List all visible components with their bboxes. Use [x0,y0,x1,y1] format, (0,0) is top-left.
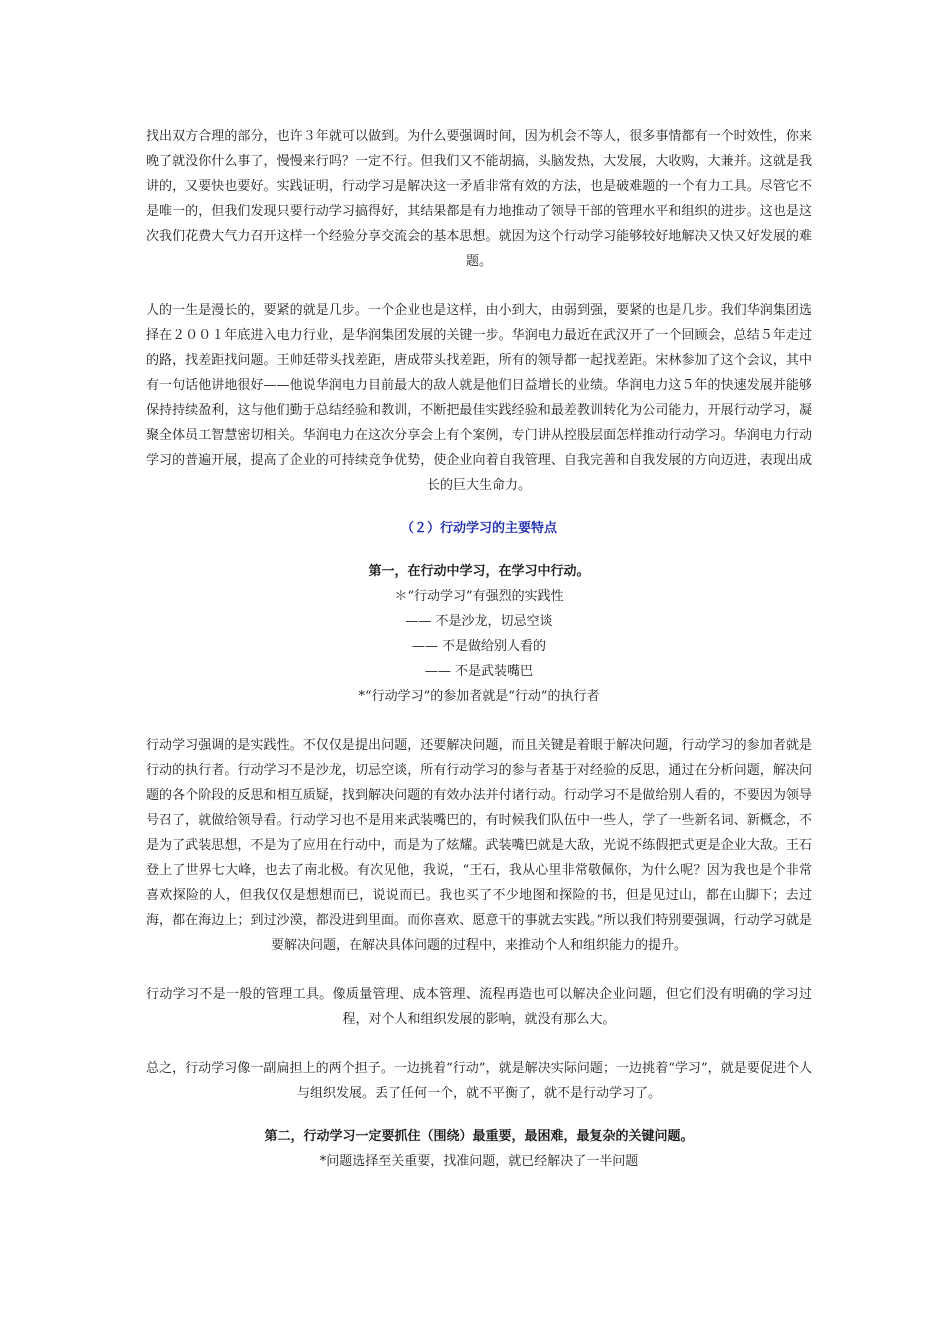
second-bullet-1: *问题选择至关重要，找准问题，就已经解决了一半问题 [319,1154,639,1169]
first-bullet-2: *“行动学习”的参加者就是“行动”的执行者 [358,689,600,704]
first-dash-3: —— 不是武装嘴巴 [424,664,534,679]
first-heading: 第一，在行动中学习，在学习中行动。 [368,564,590,579]
second-heading: 第二，行动学习一定要抓住（围绕）最重要，最困难，最复杂的关键问题。 [264,1129,694,1144]
paragraph-5: 总之，行动学习像一副扁担上的两个担子。一边挑着“行动”，就是解决实际问题；一边挑着“学习”，就是要促进个人与组织发展。丢了任何一个，就不平衡了，就不是行动学习了。 [146,1061,812,1101]
paragraph-4: 行动学习不是一般的管理工具。像质量管理、成本管理、流程再造也可以解决企业问题，但它们没有明确的学习过程，对个人和组织发展的影响，就没有那么大。 [146,987,812,1027]
first-dash-2: —— 不是做给别人看的 [411,639,547,654]
paragraph-3: 行动学习强调的是实践性。不仅仅是提出问题，还要解决问题，而且关键是着眼于解决问题，行动学习的参加者就是行动的执行者。行动学习不是沙龙，切忌空谈，所有行动学习的参与者基于对经验的反思，通过在分析问题，解决问题的各个阶段的反思和相互质疑，找到解决问题的有效办法并付诸行动。行动学习不是做给别人看的，不要因为领导号召了，就做给领导看。行动学习也不是用来武装嘴巴的，有时候我们队伍中一些人，学了一些新名词、新概念，不是为了武装思想，不是为了应用在行动中，而是为了炫耀。武装嘴巴就是大敌，光说不练假把式更是企业大敌。王石登上了世界七大峰，也去了南北极。有次见他，我说，“王石，我从心里非常敬佩你，为什么呢？因为我也是个非常喜欢探险的人，但我仅仅是想想而已，说说而已。我也买了不少地图和探险的书，但是见过山，都在山脚下；去过海，都在海边上；到过沙漠，都没进到里面。而你喜欢、愿意干的事就去实践。”所以我们特别要强调，行动学习就是要解决问题，在解决具体问题的过程中，来推动个人和组织能力的提升。 [146,738,812,953]
paragraph-2: 人的一生是漫长的，要紧的就是几步。一个企业也是这样，由小到大，由弱到强，要紧的也是几步。我们华润集团选择在２００１年底进入电力行业，是华润集团发展的关键一步。华润电力最近在武汉开了一个回顾会，总结５年走过的路，找差距找问题。王帅廷带头找差距，唐成带头找差距，所有的领导都一起找差距。宋林参加了这个会议，其中有一句话他讲地很好——他说华润电力目前最大的敌人就是他们日益增长的业绩。华润电力这５年的快速发展并能够保持持续盈利，这与他们勤于总结经验和教训，不断把最佳实践经验和最差教训转化为公司能力，开展行动学习，凝聚全体员工智慧密切相关。华润电力在这次分享会上有个案例，专门讲从控股层面怎样推动行动学习。华润电力行动学习的普遍开展，提高了企业的可持续竞争优势，使企业向着自我管理、自我完善和自我发展的方向迈进，表现出成长的巨大生命力。 [146,303,812,493]
first-dash-1: —— 不是沙龙，切忌空谈 [405,614,553,629]
section-title: （２）行动学习的主要特点 [400,521,557,536]
first-bullet-1: ＊“行动学习”有强烈的实践性 [394,589,564,604]
paragraph-1: 找出双方合理的部分，也许３年就可以做到。为什么要强调时间，因为机会不等人，很多事情都有一个时效性，你来晚了就没你什么事了，慢慢来行吗？一定不行。但我们又不能胡搞，头脑发热，大发展，大收购，大兼并。这就是我讲的，又要快也要好。实践证明，行动学习是解决这一矛盾非常有效的方法，也是破难题的一个有力工具。尽管它不是唯一的，但我们发现只要行动学习搞得好，其结果都是有力地推动了领导干部的管理水平和组织的进步。这也是这次我们花费大气力召开这样一个经验分享交流会的基本思想。就因为这个行动学习能够较好地解决又快又好发展的难题。 [146,129,812,269]
document-page [146,124,812,1174]
